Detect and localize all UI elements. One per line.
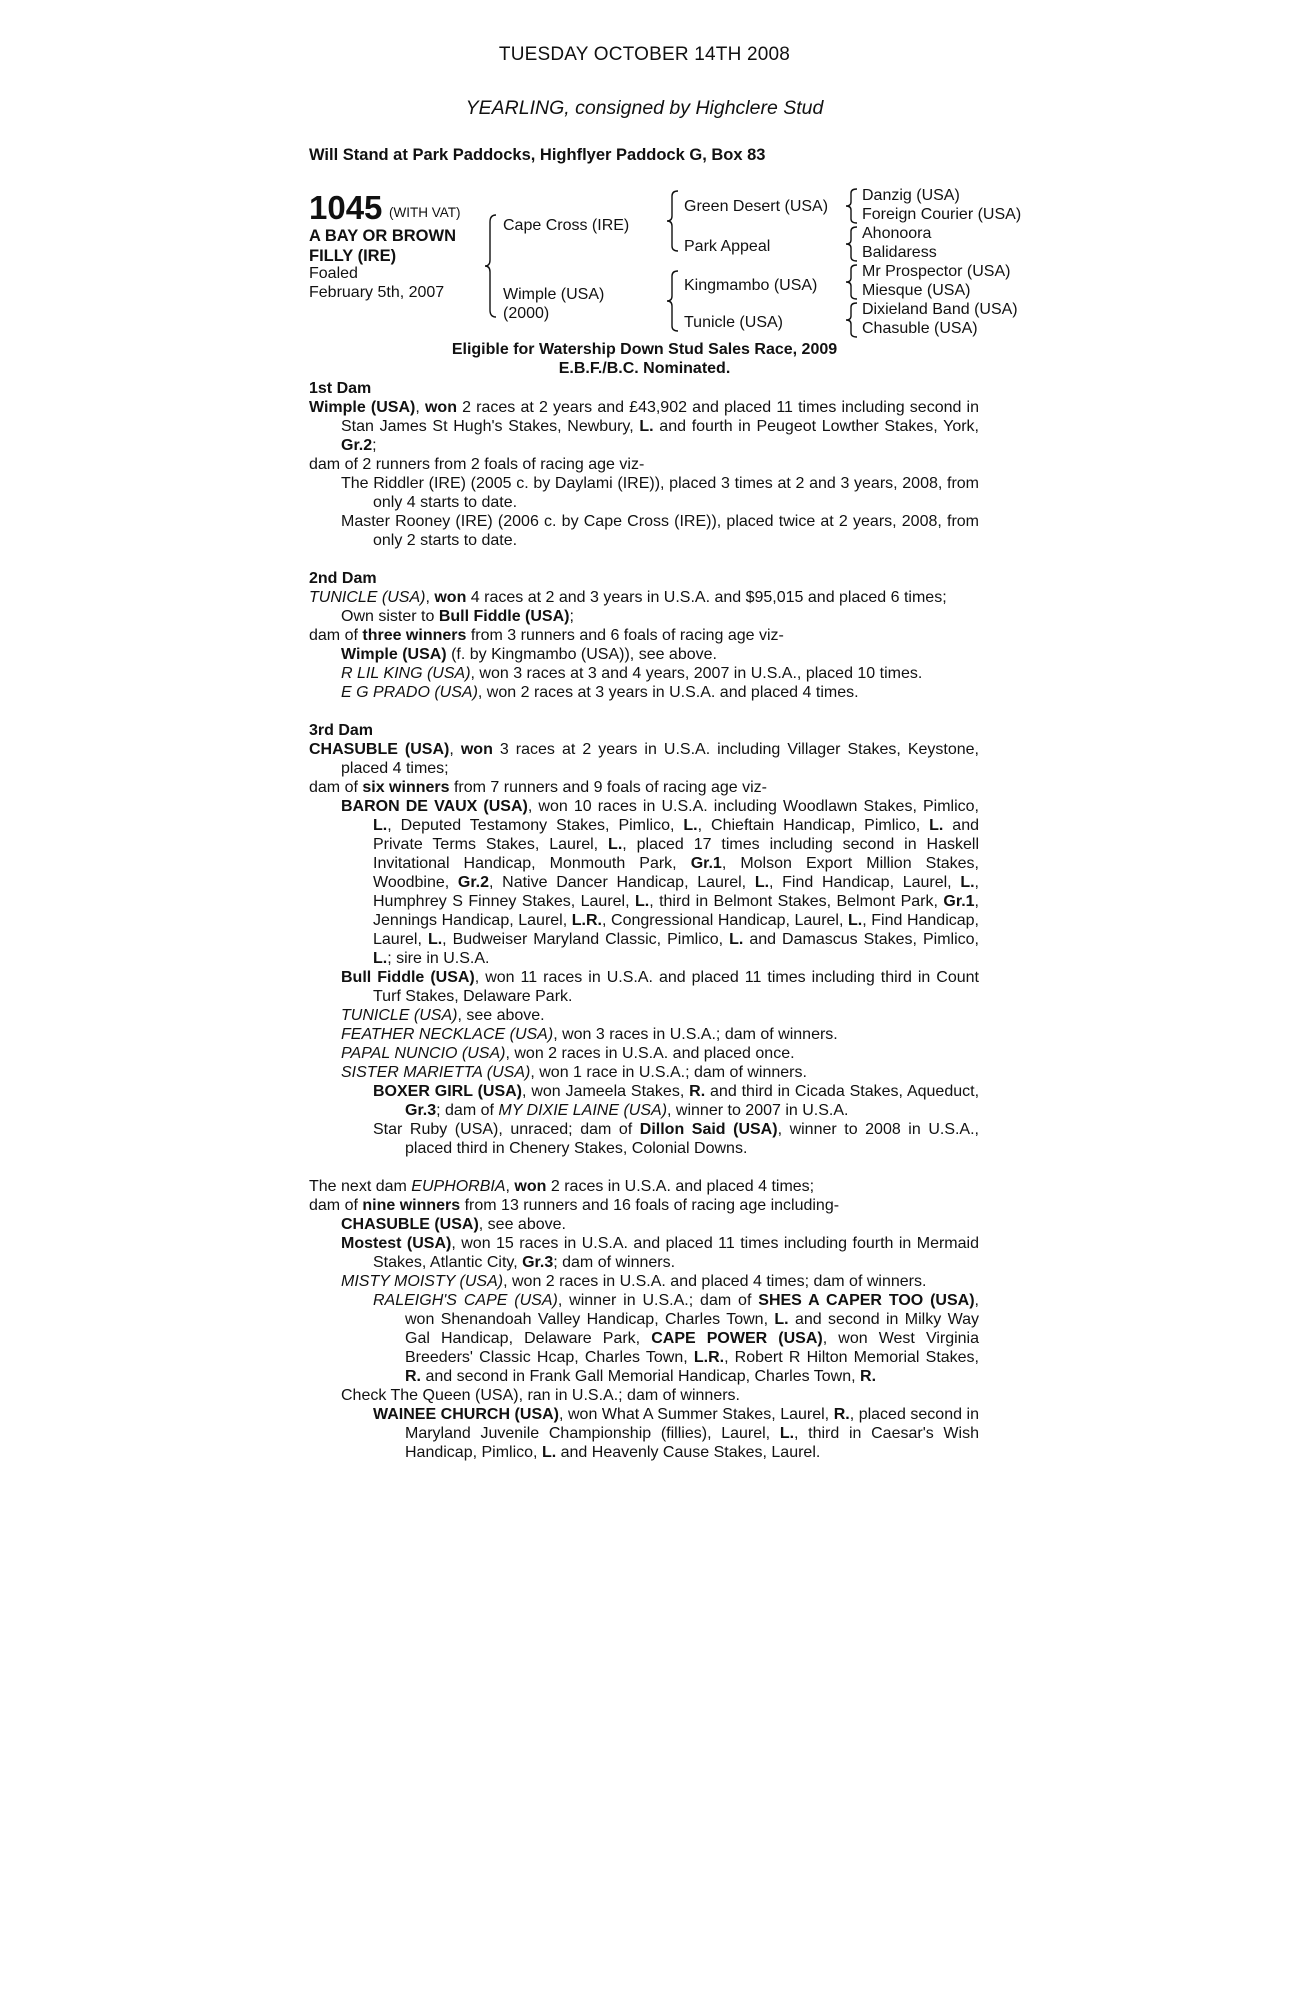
group-mark: Gr.1 xyxy=(943,893,975,910)
pedigree-gg-6: Miesque (USA) xyxy=(862,282,971,299)
ebf-nomination: E.B.F./B.C. Nominated. xyxy=(558,360,731,377)
next-dam-record xyxy=(309,1177,979,1196)
pedigree-dam-sire: Kingmambo (USA) xyxy=(684,277,818,294)
third-dam-produce-intro xyxy=(309,778,979,797)
record-text: , won Jameela Stakes, xyxy=(522,1083,690,1100)
record-text: , won 3 races in U.S.A.; dam of winners. xyxy=(553,1026,838,1043)
won-label: won xyxy=(514,1178,547,1195)
third-dam-heading: 3rd Dam xyxy=(309,722,374,739)
record-text: 3 races at 2 years in U.S.A. including Villager Stakes, Keystone, placed 4 times; xyxy=(341,741,980,777)
record-text: ; sire in U.S.A. xyxy=(387,950,490,967)
second-dam-produce-3 xyxy=(309,683,979,702)
next-dam-produce-mostest xyxy=(309,1234,979,1272)
record-text: , Find Handicap, Laurel, xyxy=(769,874,961,891)
next-dam-grandproduce-raleigh xyxy=(309,1291,979,1386)
record-text: , Chieftain Handicap, Pimlico, xyxy=(697,817,930,834)
third-dam-produce-bull xyxy=(309,968,979,1006)
pedigree-brace-dam xyxy=(666,270,680,332)
produce-name: CAPE POWER (USA) xyxy=(651,1330,823,1347)
record-text: ; dam of xyxy=(436,1102,499,1119)
record-text: , winner to 2008 in U.S.A., placed third in Chenery Stakes, Colonial Downs. xyxy=(405,1121,979,1157)
winners-count: three winners xyxy=(362,627,467,644)
listed-mark: L. xyxy=(729,931,744,948)
restricted-mark: R. xyxy=(689,1083,706,1100)
produce-name: WAINEE CHURCH (USA) xyxy=(373,1406,559,1423)
record-text: , won 2 races in U.S.A. and placed once. xyxy=(505,1045,795,1062)
record-text: , won 3 races at 3 and 4 years, 2007 in U.S.A., placed 10 times. xyxy=(470,665,923,682)
pedigree-sire-sire: Green Desert (USA) xyxy=(684,198,829,215)
produce-name: SISTER MARIETTA (USA) xyxy=(341,1064,531,1081)
third-dam-produce-sister xyxy=(309,1063,979,1082)
record-text: from 3 runners and 6 foals of racing age viz- xyxy=(466,627,784,644)
listed-mark: L. xyxy=(427,931,443,948)
won-label: won xyxy=(434,589,467,606)
first-dam-name: Wimple (USA) xyxy=(309,399,416,416)
lot-number: 1045 xyxy=(309,189,383,226)
won-label: won xyxy=(424,399,457,416)
first-dam-produce-intro: dam of 2 runners from 2 foals of racing age viz- xyxy=(309,456,645,473)
pedigree-dam-name: Wimple (USA) xyxy=(503,286,605,303)
record-text: and Private Terms Stakes, Laurel, xyxy=(373,817,979,853)
sales-race-eligibility: Eligible for Watership Down Stud Sales Race, 2009 xyxy=(451,341,838,358)
record-text: ; dam of winners. xyxy=(553,1254,676,1271)
foaled-info xyxy=(309,264,444,302)
produce-name: RALEIGH'S CAPE (USA) xyxy=(373,1292,558,1309)
third-dam-name: CHASUBLE (USA) xyxy=(309,741,450,758)
pedigree-dam-dam: Tunicle (USA) xyxy=(684,314,783,331)
record-text: , Jennings Handicap, Laurel, xyxy=(373,893,979,929)
record-text: , placed second in Maryland Juvenile Championship (fillies), Laurel, xyxy=(405,1406,979,1442)
pedigree-brace-gen1 xyxy=(484,214,498,318)
produce-name: Wimple (USA) xyxy=(341,646,447,663)
record-text: , Molson Export Million Stakes, Woodbine, xyxy=(373,855,979,891)
record-text: , third in Caesar's Wish Handicap, Pimlico, xyxy=(405,1425,979,1461)
vat-note: (WITH VAT) xyxy=(389,205,461,220)
listed-mark: L. xyxy=(754,874,770,891)
produce-name: TUNICLE (USA) xyxy=(341,1007,458,1024)
record-text: , see above. xyxy=(478,1216,566,1233)
listed-mark: L. xyxy=(929,817,944,834)
record-text: , see above. xyxy=(457,1007,545,1024)
group-mark: Gr.1 xyxy=(690,855,722,872)
produce-name: Dillon Said (USA) xyxy=(639,1121,778,1138)
pedigree-brace-gg3 xyxy=(845,264,859,300)
record-text: , Budweiser Maryland Classic, Pimlico, xyxy=(442,931,730,948)
third-dam-grandproduce-star xyxy=(309,1120,979,1158)
record-text: , Native Dancer Handicap, Laurel, xyxy=(489,874,755,891)
foaled-label: Foaled xyxy=(309,265,358,282)
record-text: and Damascus Stakes, Pimlico, xyxy=(743,931,980,948)
pedigree-gg-3: Ahonoora xyxy=(862,225,932,242)
pedigree-gg-8: Chasuble (USA) xyxy=(862,320,978,337)
restricted-mark: R. xyxy=(833,1406,850,1423)
produce-name: E G PRADO (USA) xyxy=(341,684,478,701)
record-text: and fourth in Peugeot Lowther Stakes, York, xyxy=(653,418,980,435)
group-mark: Gr.2 xyxy=(457,874,490,891)
record-text: ; xyxy=(569,608,574,625)
record-text: Star Ruby (USA), unraced; dam of xyxy=(373,1121,640,1138)
group-mark: Gr.3 xyxy=(522,1254,554,1271)
second-dam-name: TUNICLE (USA) xyxy=(309,589,426,606)
first-dam-produce-1: The Riddler (IRE) (2005 c. by Daylami (IRE)), placed 3 times at 2 and 3 years, 2008, from only 4 starts to date. xyxy=(341,475,979,511)
pedigree-gg-1: Danzig (USA) xyxy=(862,187,960,204)
catalogue-body xyxy=(309,379,979,1462)
produce-name: BARON DE VAUX (USA) xyxy=(341,798,528,815)
record-text: The next dam xyxy=(309,1178,412,1195)
record-text: , won West Virginia Breeders' Classic Hcap, Charles Town, xyxy=(405,1330,980,1366)
record-text: dam of xyxy=(309,779,363,796)
record-text: , winner in U.S.A.; dam of xyxy=(557,1292,759,1309)
record-text: , won 15 races in U.S.A. and placed 11 times including fourth in Mermaid Stakes, Atlantic City, xyxy=(373,1235,979,1271)
listed-mark: L. xyxy=(634,893,650,910)
record-text: dam of xyxy=(309,627,363,644)
restricted-mark: R. xyxy=(405,1368,421,1385)
record-text: 2 races in U.S.A. and placed 4 times; xyxy=(546,1178,815,1195)
listed-mark: L. xyxy=(774,1311,789,1328)
consignment-line: YEARLING, consigned by Highclere Stud xyxy=(465,97,824,119)
record-text: ; xyxy=(372,437,377,454)
pedigree-gg-2: Foreign Courier (USA) xyxy=(862,206,1022,223)
horse-description-line1: A BAY OR BROWN xyxy=(309,227,456,245)
winners-count: nine winners xyxy=(362,1197,461,1214)
second-dam-produce-intro xyxy=(309,626,979,645)
record-text: , won Shenandoah Valley Handicap, Charles Town, xyxy=(405,1292,979,1328)
group-mark: Gr.2 xyxy=(341,437,373,454)
group-mark: Gr.3 xyxy=(405,1102,437,1119)
record-text: , won 2 races at 3 years in U.S.A. and placed 4 times. xyxy=(477,684,859,701)
produce-name: Bull Fiddle (USA) xyxy=(341,969,475,986)
record-text: and second in Milky Way Gal Handicap, Delaware Park, xyxy=(405,1311,980,1347)
pedigree-dam xyxy=(503,285,604,323)
first-dam-produce-2: Master Rooney (IRE) (2006 c. by Cape Cross (IRE)), placed twice at 2 years, 2008, from only 2 starts to date. xyxy=(341,513,979,549)
produce-name: Mostest (USA) xyxy=(341,1235,452,1252)
stand-location: Will Stand at Park Paddocks, Highflyer Paddock G, Box 83 xyxy=(309,146,766,164)
first-dam-heading: 1st Dam xyxy=(309,380,372,397)
record-text: Own sister to xyxy=(341,608,439,625)
record-text: , Humphrey S Finney Stakes, Laurel, xyxy=(373,874,979,910)
pedigree-dam-year: (2000) xyxy=(503,305,550,322)
pedigree-gg-7: Dixieland Band (USA) xyxy=(862,301,1018,318)
next-dam-produce-chasuble xyxy=(309,1215,979,1234)
second-dam-record: TUNICLE (USA), won 4 races at 2 and 3 years in U.S.A. and $95,015 and placed 6 times; Own sister to Bull Fiddle (USA); xyxy=(309,589,947,625)
next-dam-produce-intro xyxy=(309,1196,979,1215)
first-dam-record: Wimple (USA), won 2 races at 2 years and £43,902 and placed 11 times including second in Stan James St Hugh's Stakes, Newbury, L. and fourth in Peugeot Lowther Stakes, York, Gr.2; xyxy=(309,399,980,454)
produce-name: MISTY MOISTY (USA) xyxy=(341,1273,504,1290)
listed-mark: L. xyxy=(779,1425,795,1442)
sale-date: TUESDAY OCTOBER 14TH 2008 xyxy=(498,44,791,65)
pedigree-brace-sire xyxy=(666,190,680,252)
record-text: , Deputed Testamony Stakes, Pimlico, xyxy=(387,817,684,834)
record-text: and second in Frank Gall Memorial Handicap, Charles Town, xyxy=(421,1368,861,1385)
produce-name: BOXER GIRL (USA) xyxy=(373,1083,523,1100)
record-text: from 7 runners and 9 foals of racing age viz- xyxy=(449,779,768,796)
record-text: (f. by Kingmambo (USA)), see above. xyxy=(446,646,717,663)
next-dam-produce-misty xyxy=(309,1272,979,1291)
listed-mark: L. xyxy=(683,817,698,834)
listed-mark: L. xyxy=(373,950,388,967)
record-text: , Congressional Handicap, Laurel, xyxy=(601,912,848,929)
third-dam-produce-baron xyxy=(309,797,979,968)
second-dam-heading: 2nd Dam xyxy=(309,570,377,587)
pedigree-brace-gg1 xyxy=(845,188,859,224)
won-label: won xyxy=(460,741,493,758)
listed-restricted-mark: L.R. xyxy=(571,912,602,929)
sister-name: Bull Fiddle (USA) xyxy=(438,608,570,625)
pedigree-gg-4: Balidaress xyxy=(862,244,937,261)
record-text: , Find Handicap, Laurel, xyxy=(373,912,979,948)
second-dam-produce-2 xyxy=(309,664,979,683)
record-text: dam of xyxy=(309,1197,363,1214)
listed-mark: L. xyxy=(639,418,654,435)
pedigree-sire: Cape Cross (IRE) xyxy=(503,217,630,234)
listed-mark: L. xyxy=(608,836,623,853)
next-dam-name: EUPHORBIA xyxy=(411,1178,506,1195)
listed-mark: L. xyxy=(848,912,863,929)
record-text: , Robert R Hilton Memorial Stakes, xyxy=(724,1349,979,1366)
record-text: , won 2 races in U.S.A. and placed 4 times; dam of winners. xyxy=(503,1273,927,1290)
third-dam-produce-papal xyxy=(309,1044,979,1063)
produce-name: MY DIXIE LAINE (USA) xyxy=(498,1102,668,1119)
record-text: 4 races at 2 and 3 years in U.S.A. and $95,015 and placed 6 times; xyxy=(466,589,947,606)
record-text: , xyxy=(505,1178,515,1195)
record-text: 2 races at 2 years and £43,902 and placed 11 times including second in Stan James St Hugh's Stakes, Newbury, xyxy=(341,399,980,435)
record-text: and Heavenly Cause Stakes, Laurel. xyxy=(556,1444,821,1461)
record-text: , won 1 race in U.S.A.; dam of winners. xyxy=(530,1064,807,1081)
record-text: , won 11 races in U.S.A. and placed 11 times including third in Count Turf Stakes, Delaware Park. xyxy=(373,969,980,1005)
pedigree-brace-gg2 xyxy=(845,226,859,262)
produce-name: R LIL KING (USA) xyxy=(341,665,471,682)
pedigree-sire-dam: Park Appeal xyxy=(684,238,771,255)
listed-restricted-mark: L.R. xyxy=(693,1349,725,1366)
second-dam-produce-1 xyxy=(309,645,979,664)
next-dam-grandproduce-wainee xyxy=(309,1405,979,1462)
horse-description xyxy=(309,226,456,266)
record-text: , won What A Summer Stakes, Laurel, xyxy=(559,1406,834,1423)
record-text: from 13 runners and 16 foals of racing age including- xyxy=(460,1197,840,1214)
next-dam-produce-check: Check The Queen (USA), ran in U.S.A.; dam of winners. xyxy=(341,1387,740,1404)
record-text: , third in Belmont Stakes, Belmont Park, xyxy=(649,893,944,910)
third-dam-grandproduce-boxer xyxy=(309,1082,979,1120)
listed-mark: L. xyxy=(960,874,975,891)
produce-name: CHASUBLE (USA) xyxy=(341,1216,479,1233)
record-text: , won 10 races in U.S.A. including Woodlawn Stakes, Pimlico, xyxy=(527,798,979,815)
horse-description-line2: FILLY (IRE) xyxy=(309,247,397,265)
record-text: , winner to 2007 in U.S.A. xyxy=(667,1102,849,1119)
third-dam-produce-feather xyxy=(309,1025,979,1044)
pedigree-gg-5: Mr Prospector (USA) xyxy=(862,263,1011,280)
listed-mark: L. xyxy=(541,1444,557,1461)
pedigree-brace-gg4 xyxy=(845,302,859,338)
produce-name: FEATHER NECKLACE (USA) xyxy=(341,1026,554,1043)
winners-count: six winners xyxy=(362,779,450,796)
produce-name: SHES A CAPER TOO (USA) xyxy=(758,1292,975,1309)
produce-name: PAPAL NUNCIO (USA) xyxy=(341,1045,506,1062)
record-text: , placed 17 times including second in Haskell Invitational Handicap, Monmouth Park, xyxy=(373,836,980,872)
third-dam-produce-tunicle xyxy=(309,1006,979,1025)
foaled-date: February 5th, 2007 xyxy=(309,284,445,301)
restricted-mark: R. xyxy=(860,1368,877,1385)
record-text: and third in Cicada Stakes, Aqueduct, xyxy=(705,1083,980,1100)
listed-mark: L. xyxy=(373,817,388,834)
third-dam-record: CHASUBLE (USA), won 3 races at 2 years in U.S.A. including Villager Stakes, Keystone, placed 4 times; xyxy=(309,741,980,777)
